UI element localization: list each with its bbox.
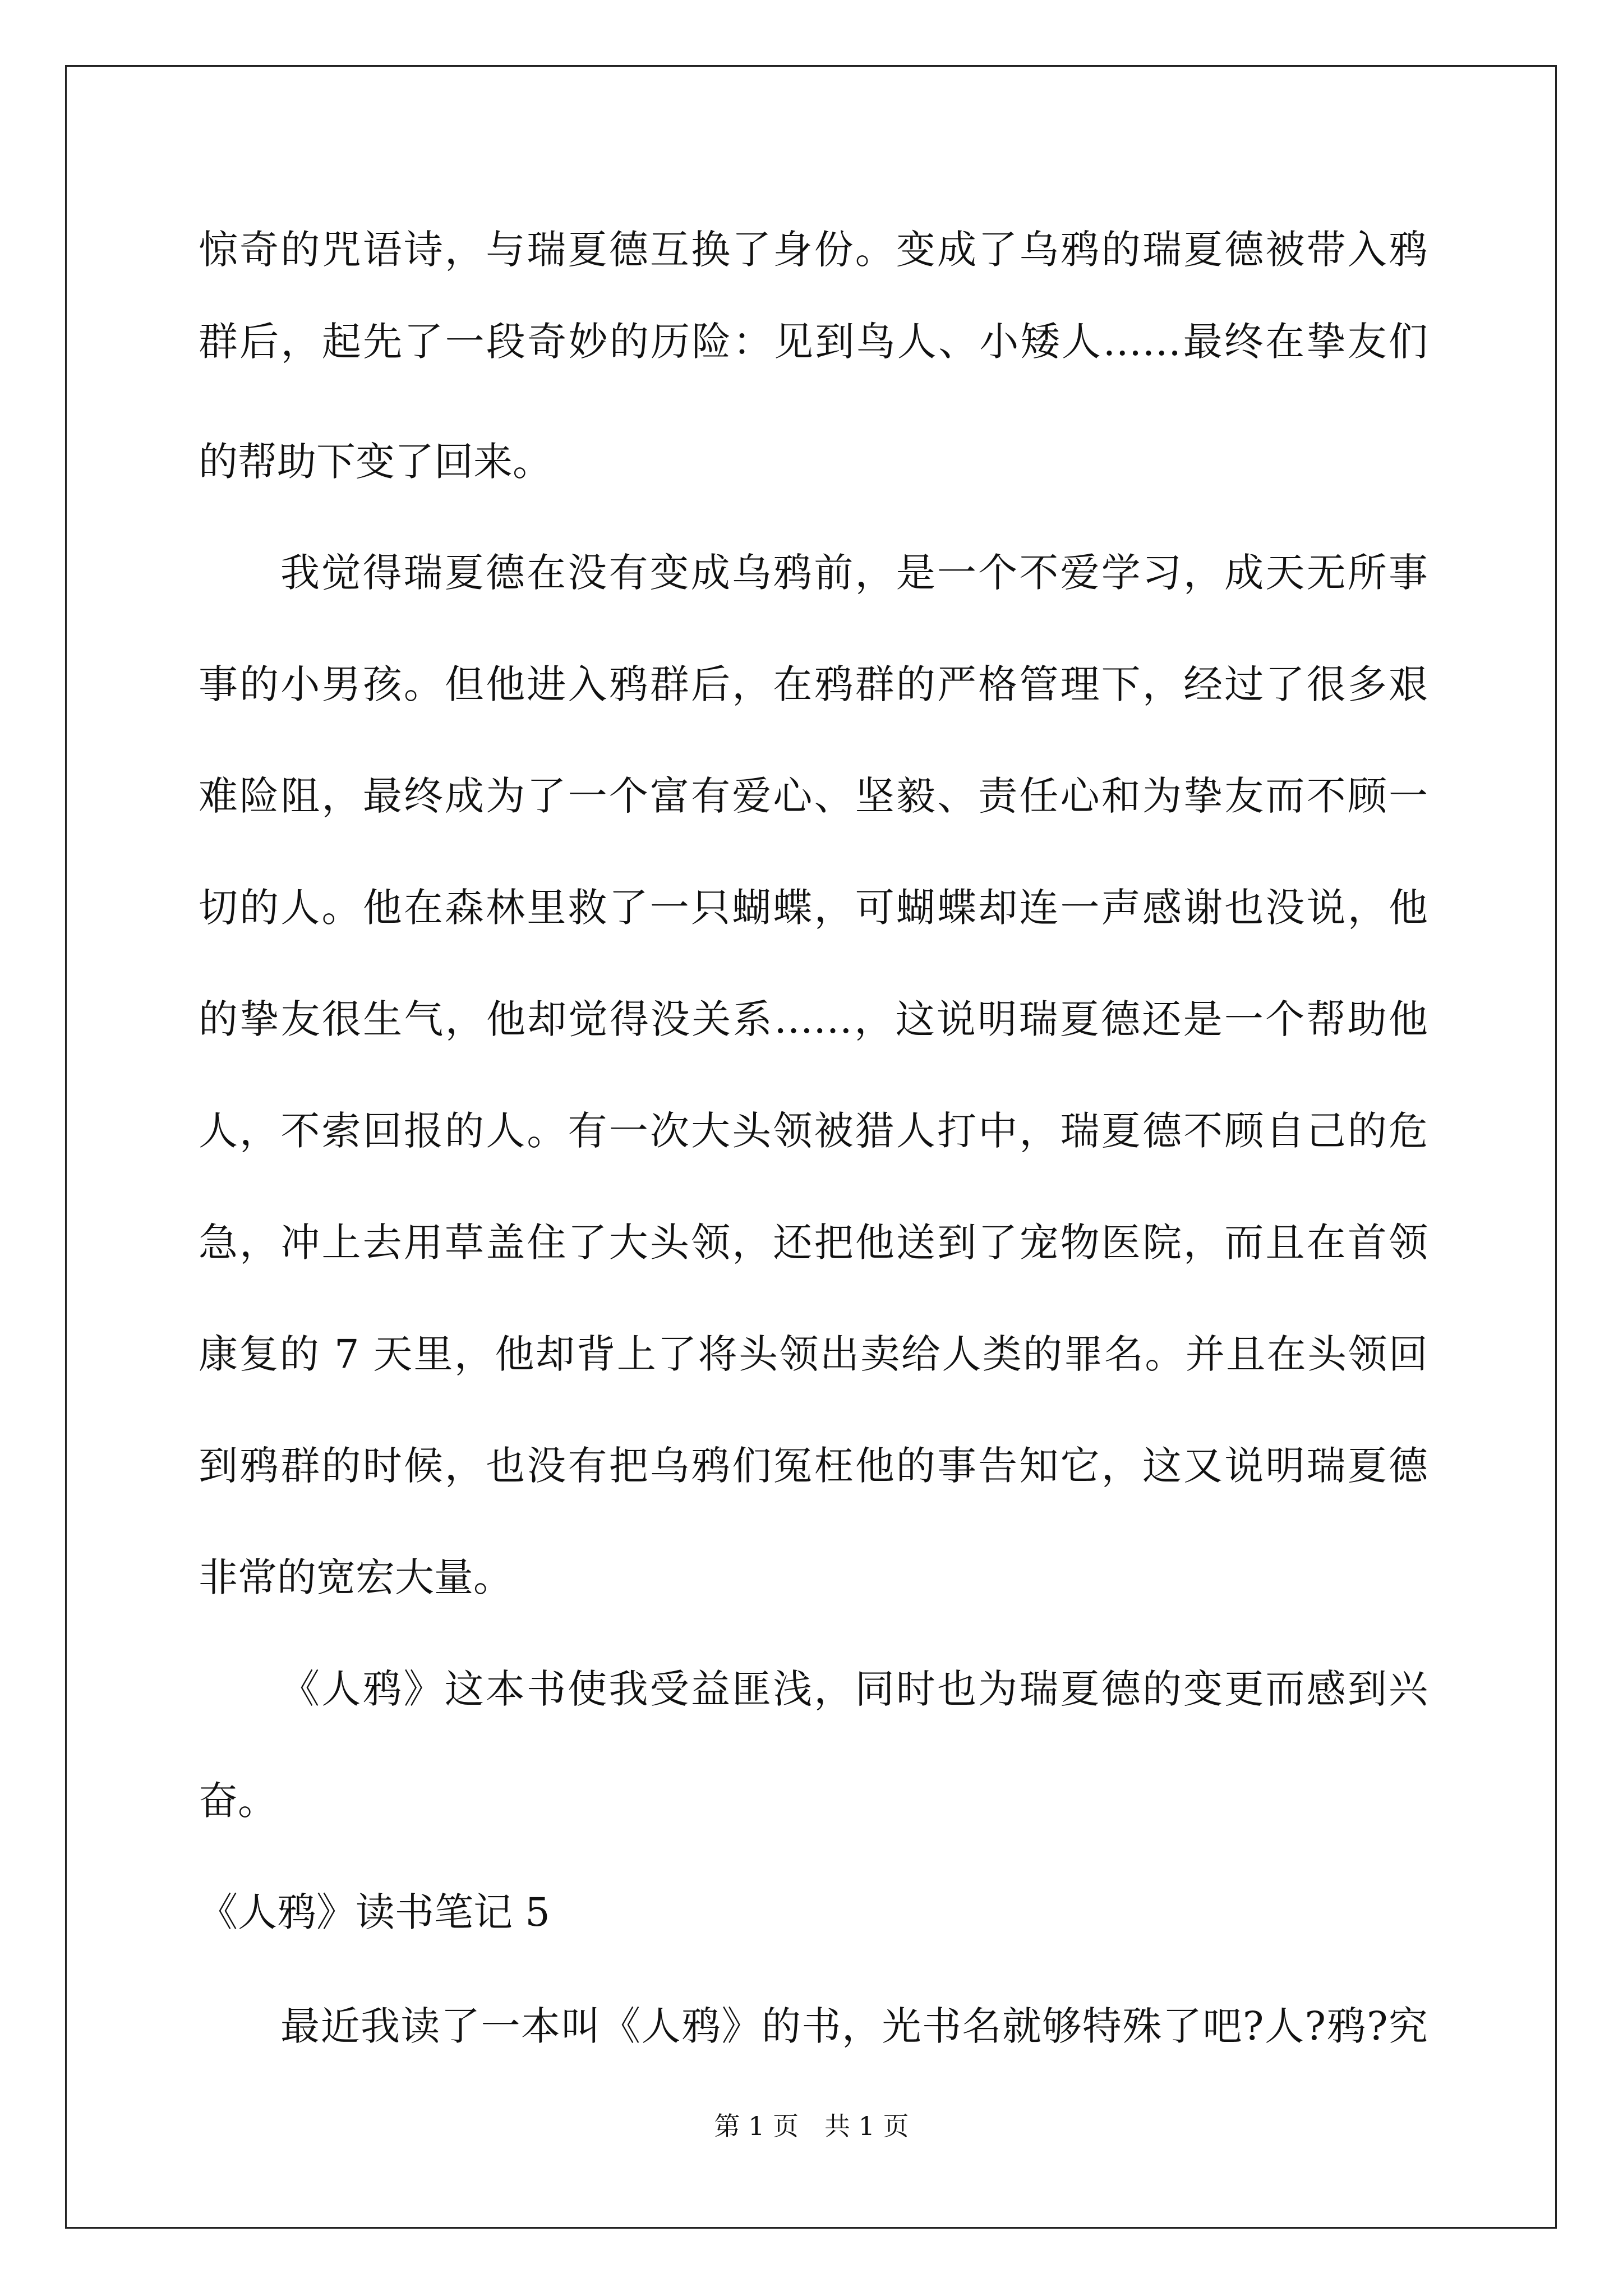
- section-heading: 《人鸦》读书笔记 5: [199, 1889, 550, 1935]
- text-line: 群后，起先了一段奇妙的历险：见到鸟人、小矮人……最终在挚友们: [199, 319, 1428, 365]
- text-line: 人，不索回报的人。有一次大头领被猎人打中，瑞夏德不顾自己的危: [199, 1108, 1428, 1154]
- text-line: 《人鸦》这本书使我受益匪浅，同时也为瑞夏德的变更而感到兴: [280, 1666, 1428, 1712]
- text-line: 事的小男孩。但他进入鸦群后，在鸦群的严格管理下，经过了很多艰: [199, 661, 1428, 707]
- text-line: 惊奇的咒语诗，与瑞夏德互换了身份。变成了乌鸦的瑞夏德被带入鸦: [199, 227, 1428, 273]
- text-line: 的帮助下变了回来。: [199, 439, 552, 485]
- text-line: 急，冲上去用草盖住了大头领，还把他送到了宠物医院，而且在首领: [199, 1220, 1428, 1266]
- text-line: 康复的 7 天里，他却背上了将头领出卖给人类的罪名。并且在头领回: [199, 1331, 1428, 1377]
- text-line: 切的人。他在森林里救了一只蝴蝶，可蝴蝶却连一声感谢也没说，他: [199, 885, 1428, 931]
- text-line: 到鸦群的时候，也没有把乌鸦们冤枉他的事告知它，这又说明瑞夏德: [199, 1443, 1428, 1489]
- text-line: 的挚友很生气，他却觉得没关系……，这说明瑞夏德还是一个帮助他: [199, 996, 1428, 1042]
- text-line: 我觉得瑞夏德在没有变成乌鸦前，是一个不爱学习，成天无所事: [280, 550, 1428, 596]
- text-line: 奋。: [199, 1778, 277, 1824]
- text-line: 非常的宽宏大量。: [199, 1554, 513, 1600]
- page-footer: 第 1 页 共 1 页: [714, 2111, 909, 2141]
- text-line: 最近我读了一本叫《人鸦》的书，光书名就够特殊了吧?人?鸦?究: [280, 2003, 1428, 2049]
- text-line: 难险阻，最终成为了一个富有爱心、坚毅、责任心和为挚友而不顾一: [199, 773, 1428, 819]
